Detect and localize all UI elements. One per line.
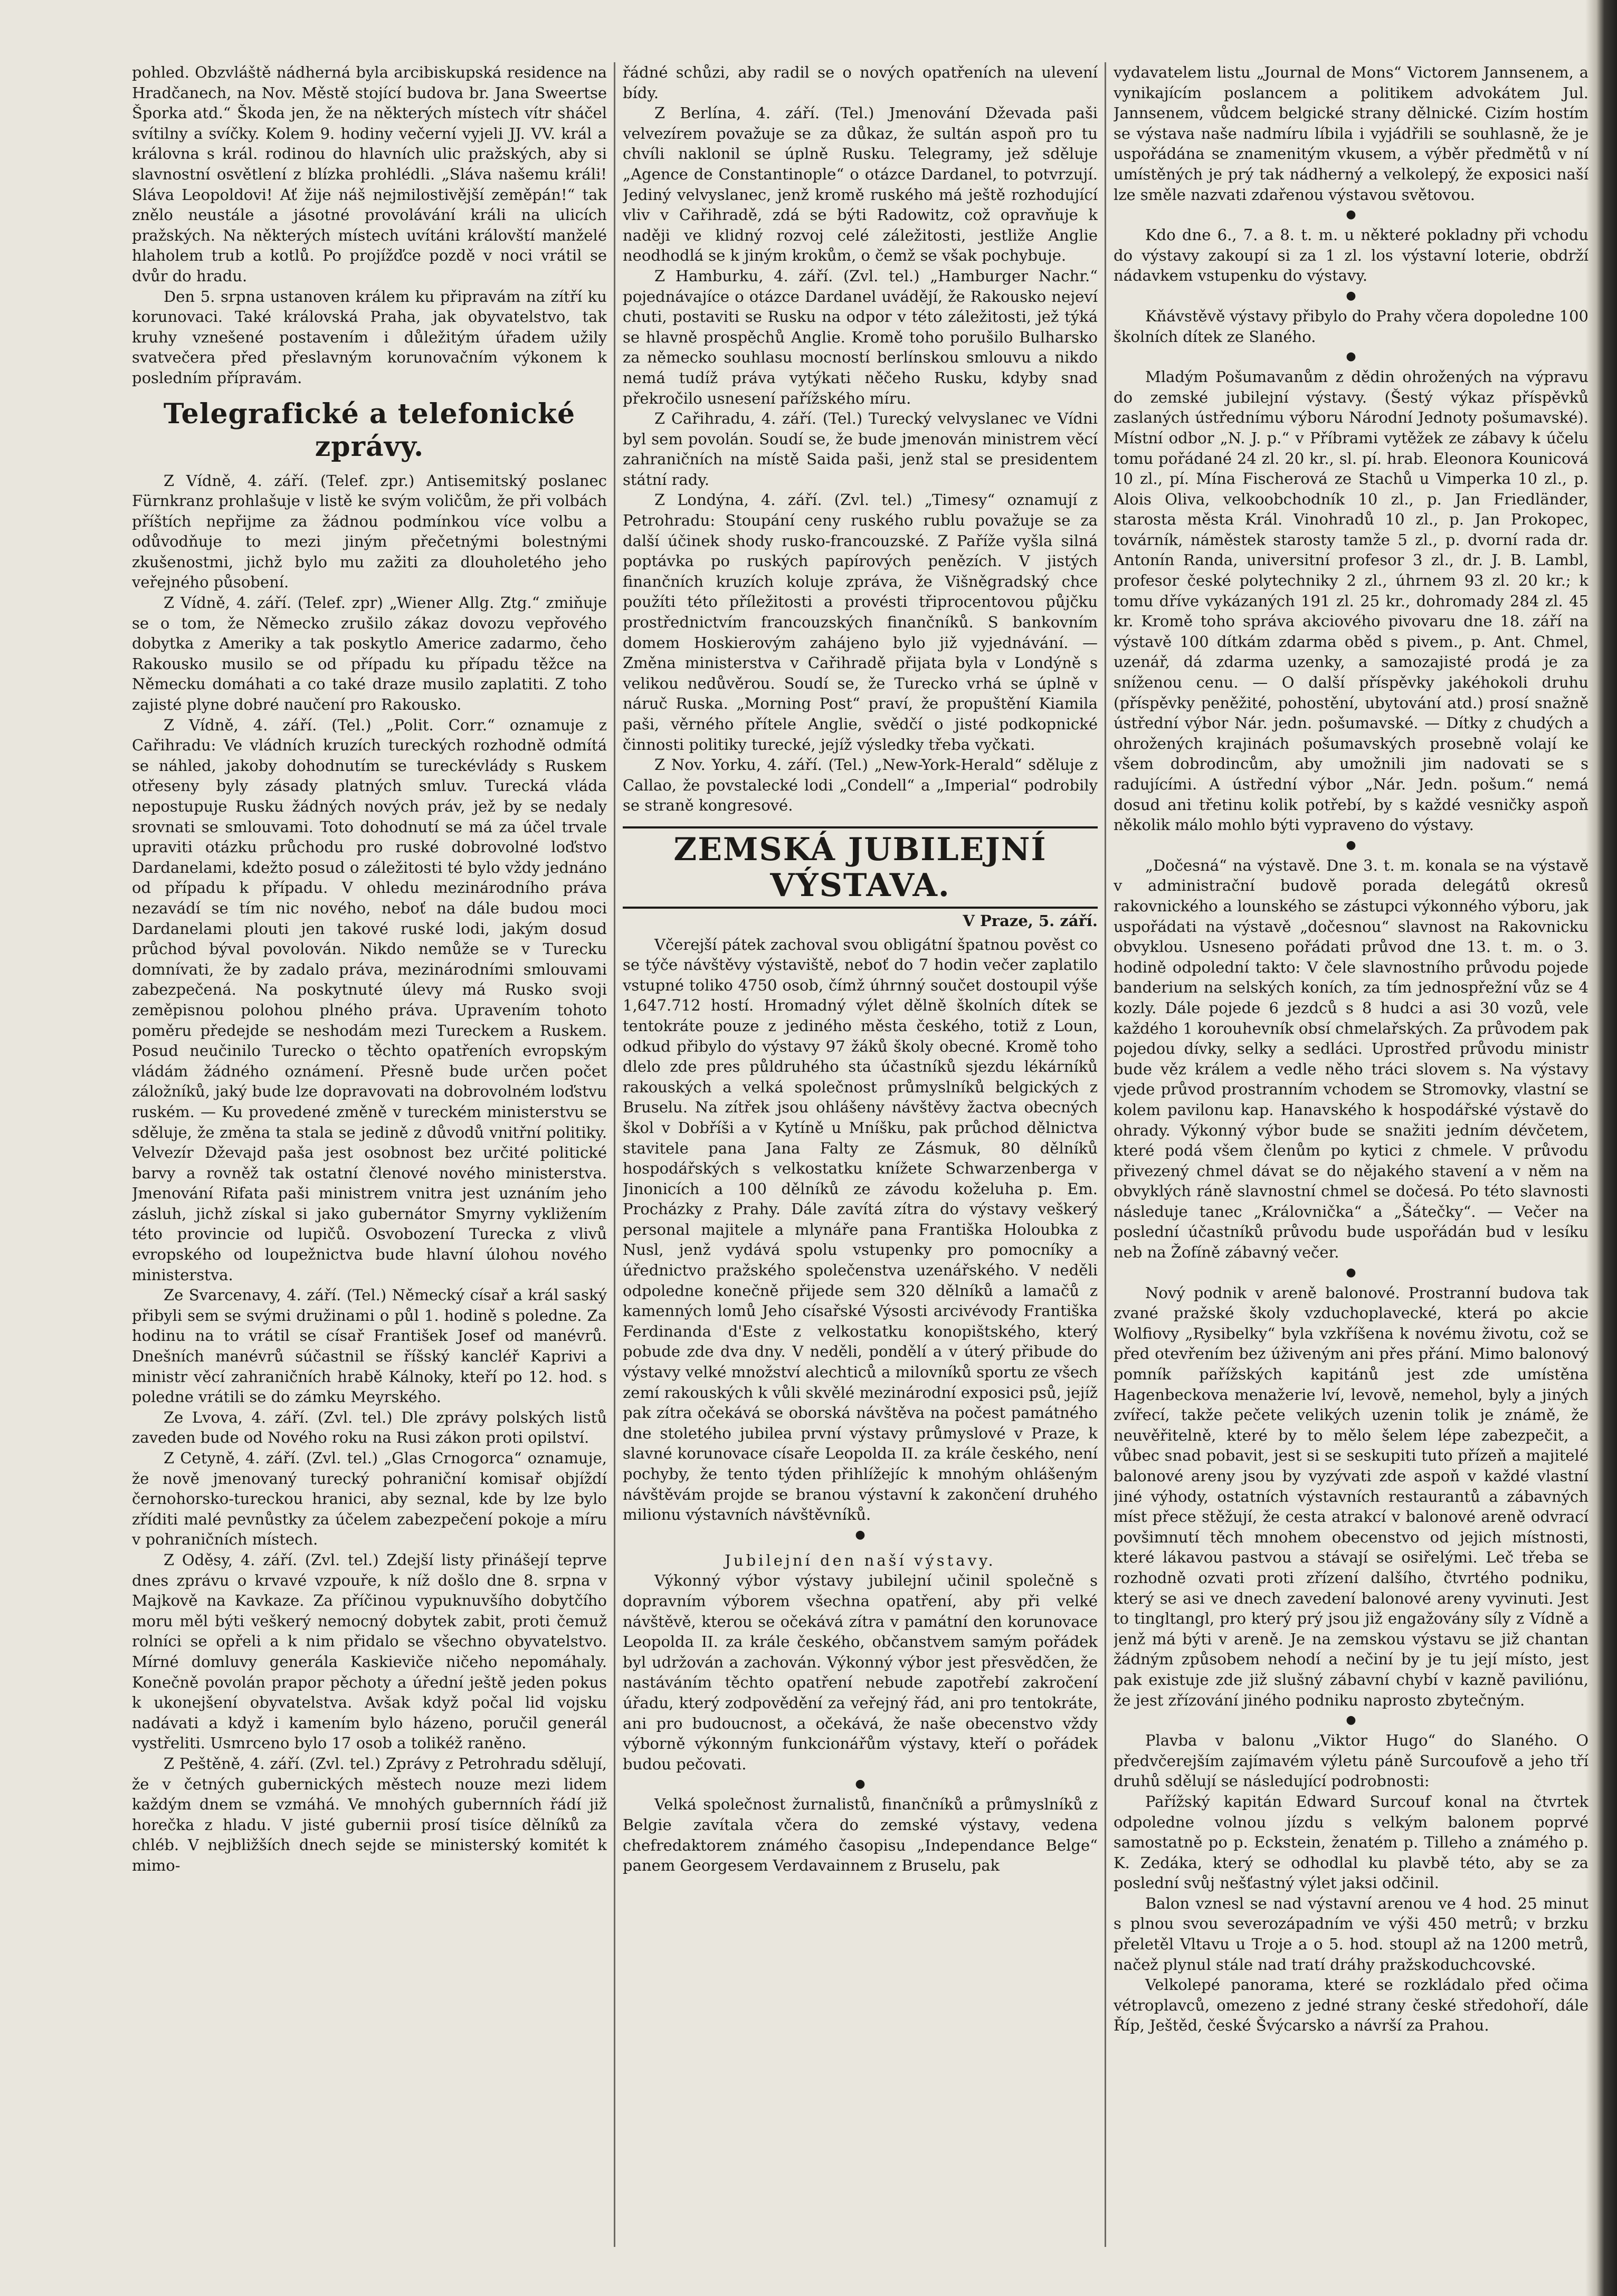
article-paragraph: vydavatelem listu „Journal de Mons“ Victorem Jannsenem, a vynikajícím poslancem a politikem advokátem Jul. Jannsenem, vůdcem belgické strany dělnické. Cizím hostím se výstava naše nadmíru líbila i vyjádřili se souhlasně, že je uspořádána se znamenitým vkusem, a výběr předmětů v ní umístěných je prý tak nádherný a velkolepý, že exposici naší lze směle nazvati zdařenou výstavou světovou. xyxy=(1114,63,1589,204)
article-paragraph: „Dočesná“ na výstavě. Dne 3. t. m. konala se na výstavě v administrační budově porada delegátů okresů rakovnického a lounského se zástupci výkonného výboru, jak uspořádati na výstavě „dočesnou“ slavnost na Rakovnicku obvyklou. Usneseno pořádati průvod dne 13. t. m. o 3. hodině odpolední takto: V čele slavnostního průvodu pojede banderium na selských koních, za tím jednospřežní vůz se 4 kozly. Dále pojede 6 jezdců s 8 hudci a asi 30 vozů, vele každého 1 korouhevník obsí chmelařských. Za průvodem pak pojedou dívky, selky a sedláci. Uprostřed průvodu ministr bude věz králem a vedle něho tráci slovem s. Na výstavy vjede průvod prostranním vchodem se Stromovky, vlastní se kolem pavilonu kap. Hanavského k hospodářské výstavě do ohrady. Výkonný výbor bude se snažiti jedním dévčetem, které podá všem členům po kytici z chmele. V průvodu přivezený chmel dávat se do nějakého stavení a v něm na obvyklých ráně slavnostní chmel se dočesá. Po této slavnosti následuje tanec „Královnička“ a „Šátečky“. — Večer na poslední účastníků průvodu bude uspořádán bud v lesíku neb na Žofíně zábavný večer. xyxy=(1114,856,1589,1262)
column-right xyxy=(1114,62,1589,2247)
section-heading-jubilee: ZEMSKÁ JUBILEJNÍ VÝSTAVA. xyxy=(623,826,1098,909)
dateline: V Praze, 5. září. xyxy=(963,911,1098,930)
column-rule-left xyxy=(614,62,615,2247)
news-item: Z Hamburku, 4. září. (Zvl. tel.) „Hamburger Nachr.“ pojednávajíce o otázce Dardanel uvádějí, že Rakousko nejeví chuti, postaviti se Rusku na odpor v této záležitosti, jež týká se hlavně prospěchů Anglie. Kromě toho porušilo Bulharsko za německo souhlasu mocností berlínskou smlouvu a nikdo nemá tudíž práva vytýkati něčeho Rusku, kdyby snad překročilo usnesení pařížského míru. xyxy=(623,266,1098,407)
section-heading-telegraph: Telegrafické a telefonické zprávy. xyxy=(163,397,576,463)
article-paragraph: Velkolepé panorama, které se rozkládalo před očima vétroplavců, omezeno z jedné strany české středohoří, dále Říp, Ještěd, české Švýcarsko a návrší za Prahou. xyxy=(1114,1976,1589,2035)
article-paragraph: Kňávstěvě výstavy přibylo do Prahy včera dopoledne 100 školních dítek ze Slaného. xyxy=(1114,307,1589,346)
news-item: Z Peštěně, 4. září. (Zvl. tel.) Zprávy z Petrohradu sdělují, že v četných gubernických městech nouze mezi lidem každým dnem se vzmáhá. Ve mnohých gubernních řádí již horečka z hladu. V jisté gubernii prosí tisíce dělníků za chléb. V nejbližších dnech sejde se ministerský komitét k mimo- xyxy=(132,1754,607,1874)
article-paragraph: Kdo dne 6., 7. a 8. t. m. u některé pokladny při vchodu do výstavy zakoupí si za 1 zl. los výstavní loterie, obdrží nádavkem vstupenku do výstavy. xyxy=(1114,226,1589,285)
news-item: Z Berlína, 4. září. (Tel.) Jmenování Dževada paši velvezírem považuje se za důkaz, že sultán aspoň pro tu chvíli naklonil se úplně Rusku. Telegramy, jež sděluje „Agence de Constantinople“ o otázce Dardanel, to potvrzují. Jediný velvyslanec, jenž kromě ruského má ještě rozhodující vliv v Cařihradě, zdá se býti Radowitz, což opravňuje k naději ve klidný rozvoj celé záležitosti, jestliže Anglie neodhodlá se k jiným krokům, o čemž se však pochybuje. xyxy=(623,104,1098,265)
separator-bullet: ● xyxy=(1346,1265,1356,1279)
separator-bullet: ● xyxy=(1346,208,1356,222)
article-paragraph: Mladým Pošumavanům z dědin ohrožených na výpravu do zemské jubilejní výstavy. (Šestý výkaz příspěvků zaslaných ústřednímu výboru Národní Jednoty pošumavské). Místní odbor „N. J. p.“ v Příbrami vytěžek ze zábavy k účelu tomu pořádané 24 zl. 20 kr., sl. pí. hrab. Eleonora Kounicová 10 zl., pí. Mína Fischerová ze Stachů u Vimperka 10 zl., p. Alois Oliva, velkoobchodník 10 zl., p. Jan Friedländer, starosta města Král. Vinohradů 10 zl., p. Jan Prokopec, továrník, náměstek starosty tamže 5 zl., p. dvorní rada dr. Antonín Randa, universitní profesor 3 zl., dr. J. B. Lambl, profesor české polytechniky 2 zl., úhrnem 93 zl. 20 kr.; k tomu dříve vykázaných 191 zl. 25 kr., dohromady 284 zl. 45 kr. Kromě toho správa akciového pivovaru dne 18. září na výstavě 100 dítkám zdarma oběd s pivem., p. Ant. Chmel, uzenář, dá zdarma uzenky, a samozajisté prodá je za sníženou cenu. — O další příspěvky jakéhokoli druhu (příspěvky peněžité, pohostění, ubytování atd.) prosí snažně ústřední výbor Nár. jedn. pošumavské. — Dítky z chudých a ohrožených krajinách pošumavských prosebně volají ke všem dobrodincům, aby umožnili jim nadovati se s radujícími. A ústřední výbor „Nár. Jedn. pošum.“ nemá dosud ani třetinu kolik potřebí, by s každé vesničky aspoň několik málo mohlo býti vypraveno do výstavy. xyxy=(1114,368,1589,834)
separator-bullet: ● xyxy=(1346,838,1356,852)
article-paragraph: Pařížský kapitán Edward Surcouf konal na čtvrtek odpoledne volnou jízdu s velkým balonem poprvé samostatně po p. Eckstein, ženatém p. Tilleho a známého p. K. Zedáka, který se odhodlal ku plavbě této, aby se za poslední svůj nešťastný výlet jaksi odčinil. xyxy=(1114,1792,1589,1892)
separator-bullet: ● xyxy=(855,1528,865,1541)
separator-bullet: ● xyxy=(1346,289,1356,302)
news-item: Z Vídně, 4. září. (Telef. zpr) „Wiener Allg. Ztg.“ zmiňuje se o tom, že Německo zrušilo zákaz dovozu vepřového dobytka z Ameriky a tak poskytlo Americe zadarmo, čeho Rakousko musilo se od případu ku případu těžce na Německu domáhati a co také draze musilo zaplatiti. Z toho zajisté plyne dobré naučení pro Rakousko. xyxy=(132,594,607,714)
article-paragraph: Nový podnik v areně balonové. Prostranní budova tak zvané pražské školy vzduchoplavecké, která po akcie Wolfiovy „Rysibelky“ byla vzkříšena k novému životu, což se před otevřením bez úživeným ani přes přání. Mimo balonový pomník pařížských kapitánů jest zde umístěna Hagenbeckova menažerie lví, levově, nemehol, byly a jiných zvířecí, takže pečete velikých uzenin tolik je známě, že neuvěřitelně, které by to mělo šelem lépe zabezpečit, a vůbec snad pobavit, jest si se seskupiti tuto přízeň a majitelé balonové areny jsou by vyzývati zde aspoň v každé vlastní jiné výhody, ostatních výstavních restaurantů a zábavných míst přece stěžují, že cesta atrakcí v balonové areně odvrací povšimnutí těch mnohem obecenstvo od jejich místnosti, které lákavou pastvou a stávají se osiřelými. Leč třeba se rozhodně ozvati proti zřízení dalšího, čtvrtého podniku, který se asi ve dnech zavedení balonové areny vyvinuti. Jest to tingltangl, pro který prý jsou již engažovány síly z Vídně a jenž má býti v areně. Je na zemskou výstavu se již chantan žádným způsobem nehodí a nečiní by je tu její místo, jest pak existuje zde již slušný zábavní chybí v kazně paviliónu, že jest zřízování jiného podniku naprosto zbytečným. xyxy=(1114,1283,1589,1709)
article-paragraph: Včerejší pátek zachoval svou obligátní špatnou pověst co se týče návštěvy výstaviště, neboť do 7 hodin večer zaplatilo vstupné toliko 4750 osob, čímž úhrnný součet dostoupil výše 1,647.712 hostí. Hromadný výlet dělně školních dítek se tentokráte pouze z jediného města českého, totiž z Loun, odkud přibylo do výstavy 97 žáků školy obecné. Kromě toho dlelo zde pres půldruhého sta účastníků sjezdu lékárníků rakouských a velká společnost průmyslníků belgických z Bruselu. Na zítřek jsou ohlášeny návštěvy žactva obecných škol v Dobříši a v Kytíně u Mníšku, pak průchod dělnictva stavitele pana Jana Falty ze Zásmuk, 80 dělníků hospodářských s velkostatku knížete Schwarzenberga v Jinonicích a 100 dělníků ze závodu koželuha p. Em. Procházky z Prahy. Dále zavítá zítra do výstavy veškerý personal majitele a mlynáře pana Františka Holoubka z Nusl, jenž vydává spolu vstupenky pro pomocníky a úřednictvo pražského společenstva uzenářského. V neděli odpoledne konečně přijede sem 320 dělníků a lamačů z kamenných lomů Jeho císařské Výsosti arcivévody Františka Ferdinanda d'Este z velkostatku konopištského, který pobude zde dva dny. V neděli, pondělí a v úterý přibude do výstavy velké množství alechticů a milovníků sportu ze všech zemí rakouských k vůli skvělé mezinárodní exposici psů, jejíž pak zítra očekává se oborská návštěva na počest památného dne stoletého jubilea první výstavy průmyslové v Praze, k slavné korunovace císaře Leopolda II. za krále českého, není pochyby, že tento týden přihlížejíc k mnohým ohlášeným návštěvám projde se branou výstavní k zakončení druhého milionu výstavních návštěvníků. xyxy=(623,935,1098,1524)
article-paragraph: Velká společnost žurnalistů, finančníků a průmyslníků z Belgie zavítala včera do zemské výstavy, vedena chefredaktorem známého časopisu „Independance Belge“ panem Georgesem Verdavainnem z Bruselu, pak xyxy=(623,1795,1098,1875)
news-item: Z Cetyně, 4. září. (Zvl. tel.) „Glas Crnogorca“ oznamuje, že nově jmenovaný turecký pohraniční komisař objíždí černohorsko-tureckou hranici, aby seznal, kde by lze bylo zříditi malé pevnůstky za účelem zabezpečení pokoje a míru v pohraničních místech. xyxy=(132,1449,607,1549)
column-rule-right xyxy=(1105,62,1106,2247)
separator-bullet: ● xyxy=(1346,1713,1356,1727)
news-item: řádné schůzi, aby radil se o nových opatřeních na ulevení bídy. xyxy=(623,63,1098,102)
news-item: Z Oděsy, 4. září. (Zvl. tel.) Zdejší listy přinášejí teprve dnes zprávu o krvavé vzpouře, k níž došlo dne 8. srpna v Majkově na Kavkaze. Za příčinou vypuknuvšího dobytčího moru měl býti veškerý nemocný dobytek zabit, proti čemuž rolníci se opřeli a k nim přidalo se všechno obyvatelstvo. Mírné domluvy generála Kaskieviče ničeho nepomáhaly. Konečně povolán prapor pěchoty a úřední ještě jeden pokus k ukonejšení obyvatelstva. Avšak když počal lid vojsku nadávati a když i kamením bylo házeno, poručil generál vystřeliti. Usmrceno bylo 17 osob a tolikéž raněno. xyxy=(132,1550,607,1752)
separator-bullet: ● xyxy=(855,1777,865,1791)
article-paragraph: Plavba v balonu „Viktor Hugo“ do Slaného. O předvčerejším zajímavém výletu páně Surcoufově a jeho tří druhů sdělují se následující podrobnosti: xyxy=(1114,1731,1589,1790)
separator-bullet: ● xyxy=(1346,350,1356,364)
page-edge-shadow xyxy=(1585,0,1617,2296)
news-item: Z Vídně, 4. září. (Telef. zpr.) Antisemitský poslanec Fürnkranz prohlašuje v listě ke svým voličům, že při volbách příštích nepřijme za žádnou podmínkou více volbu a odůvodňuje to mezi jiným přečetnými bolestnými zkušenostmi, jichž bylo mu zažiti za dlouholetého jeho veřejného působení. xyxy=(132,471,607,592)
article-paragraph: Den 5. srpna ustanoven králem ku připravám na zítří ku korunovaci. Také královská Praha, jak obyvatelstvo, tak kruhy vznešené postavením i důležitým úřadem užily svatvečera před přeslavným korunovačním výkonem k posledním přípravám. xyxy=(132,287,607,387)
column-middle xyxy=(623,62,1098,2247)
column-left xyxy=(132,62,607,2247)
news-item: Z Cařihradu, 4. září. (Tel.) Turecký velvyslanec ve Vídni byl sem povolán. Soudí se, že bude jmenován ministrem věcí zahraničních na místě Saida paši, jenž stal se presidentem státní rady. xyxy=(623,409,1098,489)
subheading: Jubilejní den naší výstavy. xyxy=(725,1551,996,1569)
news-item: Ze Lvova, 4. září. (Zvl. tel.) Dle zprávy polských listů zaveden bude od Nového roku na Rusi zákon proti opilství. xyxy=(132,1408,607,1447)
article-paragraph: Balon vznesl se nad výstavní arenou ve 4 hod. 25 minut s plnou svou severozápadním ve výši 450 metrů; v brzku přeletěl Vltavu u Troje a o 5. hod. stoupl až na 1200 metrů, načež plynul stále nad tratí dráhy pražskoduchcovské. xyxy=(1114,1894,1589,1974)
news-item: Ze Svarcenavy, 4. září. (Tel.) Německý císař a král saský přibyli sem se svými družinami o půl 1. hodině s poledne. Za hodinu na to vrátil se císař František Josef od manévrů. Dnešních manévrů súčastnil se říšský kancléř Kaprivi a ministr věcí zahraničních hrabě Kálnoky, kteří po 12. hod. s poledne vrátili se do zámku Meyrského. xyxy=(132,1286,607,1406)
news-item: Z Vídně, 4. září. (Tel.) „Polit. Corr.“ oznamuje z Cařihradu: Ve vládních kruzích tureckých rozhodně odmítá se náhled, jakoby dohodnutím se tureckévlády s Ruskem otřeseny byly zásady platných smluv. Turecká vláda nepostupuje Rusku žádných nových práv, jež by se nedaly srovnati se smlouvami. Toto dohodnutí se má za účel trvale upraviti otázku průchodu pro ruské dobrovolné loďstvo Dardanelami, kdežto posud o záležitosti té bylo vždy jednáno od případu k případu. V ohledu mezinárodního práva nezavádí se tím nic nového, neboť na dále budou moci Dardanelami plouti jen takové ruské lodi, jakým dosud průchod býval povolován. Nikdo nemůže se v Turecku domnívati, že by zadalo práva, mezinárodními smlouvami zabezpečená. Na poskytnuté úlevy má Rusko svoji zeměpisnou polohou plného práva. Upravením tohoto poměru předejde se neshodám mezi Tureckem a Ruskem. Posud neučinilo Turecko o těchto opatřeních evropským vládám žádného oznámení. Přesně bude určen počet záložníků, jaký bude lze dopravovati na dobrovolném loďstvu ruském. — Ku provedené změně v tureckém ministerstvu se sděluje, že změna ta stala se jedině z důvodů vnitřní politiky. Velvezír Dževajd paša jest osobnost bez určité politické barvy a rovněž tak ostatní členové nového ministerstva. Jmenování Rifata paši ministrem vnitra jest uznáním jeho zásluh, jichž získal si jako gubernátor Smyrny vykližením této provincie od lupičů. Osvobození Turecka z vlivů evropského od loupežnictva bude hlavní úlohou nového ministerstva. xyxy=(132,716,607,1284)
article-paragraph: Výkonný výbor výstavy jubilejní učinil společně s dopravním výborem všechna opatření, aby při velké návštěvě, kterou se očekává zítra v památní den korunovace Leopolda II. za krále českého, občanstvem samým pořádek byl udržován a zachován. Výkonný výbor jest přesvědčen, že nastáváním těchto opatření nebude zapotřebí zakročení úřadu, který zodpovědění za veřejný řád, ani pro tentokráte, ani pro budoucnost, a očekává, že naše obecenstvo vždy výborně výkonným funkcionářům výstavy, kteří o pořádek budou pečovati. xyxy=(623,1571,1098,1773)
news-item: Z Nov. Yorku, 4. září. (Tel.) „New-York-Herald“ sděluje z Callao, že povstalecké lodi „Condell“ a „Imperial“ podrobily se straně kongresové. xyxy=(623,756,1098,815)
news-item: Z Londýna, 4. září. (Zvl. tel.) „Timesy“ oznamují z Petrohradu: Stoupání ceny ruského rublu považuje se za další účinek shody rusko-francouzské. Z Paříže vyšla silná poptávka po ruských papírových penězích. V jistých finančních kruzích koluje zpráva, že Višněgradský chce použíti této příležitosti a provésti třiprocentovou půjčku prostřednictvím francouzských finančníků. S bankovním domem Hoskierovým zahájeno bylo již vyjednávání. — Změna ministerstva v Cařihradě přijata byla v Londýně s velikou nedůvěrou. Soudí se, že Turecko vrhá se úplně v náruč Ruska. „Morning Post“ praví, že propuštění Kiamila paši, věrného přítele Anglie, svědčí o jisté podkopnické činnosti politiky turecké, jejíž výsledky třeba vyčkati. xyxy=(623,491,1098,754)
article-paragraph: pohled. Obzvláště nádherná byla arcibiskupská residence na Hradčanech, na Nov. Městě stojící budova br. Jana Sweertse Šporka atd.“ Škoda jen, že na některých místech vítr sháčel svítilny a svíčky. Kolem 9. hodiny večerní vyjeli JJ. VV. král a královna s král. rodinou do hlavních ulic pražských, aby si slavnostní osvětlení z blízka prohlédli. „Sláva našemu králi! Sláva Leopoldovi! Ať žije náš nejmilostivější zeměpán!“ tak znělo neustále a jásotné provolávání králi na ulicích pražských. Na některých místech uvítáni královští manželé hlaholem trub a kotlů. Po projížďce pozdě v noci vrátil se dvůr do hradu. xyxy=(132,63,607,285)
